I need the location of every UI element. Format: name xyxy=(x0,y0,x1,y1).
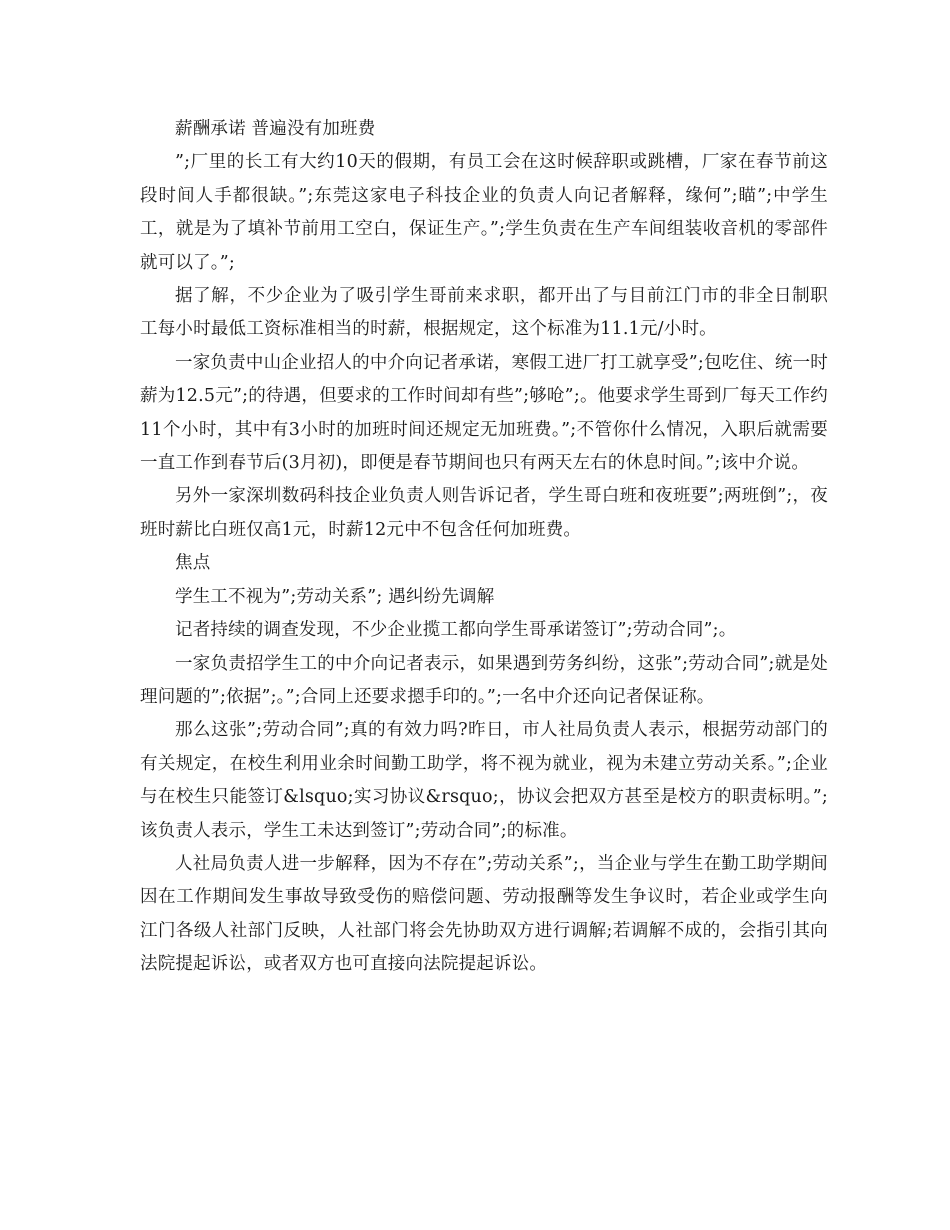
section-heading-salary: 薪酬承诺 普遍没有加班费 xyxy=(175,119,376,139)
section-label-focus: 焦点 xyxy=(175,553,211,574)
body-paragraph: 人社局负责人进一步解释，因为不存在”;劳动关系”;，当企业与学生在勤工助学期间因在工作期间发生事故导致受伤的赔偿问题、劳动报酬等发生争议时，若企业或学生向江门各级人社部门反映，人社部门将会先协助双方进行调解;若调解不成的，会指引其向法院提起诉讼，或者双方也可直接向法院提起诉讼。 xyxy=(140,853,828,975)
body-paragraph: 一家负责招学生工的中介向记者表示，如果遇到劳务纠纷，这张”;劳动合同”;就是处理问题的”;依据”;。”;合同上还要求摁手印的。”;一名中介还向记者保证称。 xyxy=(140,653,828,707)
body-paragraph: 另外一家深圳数码科技企业负责人则告诉记者，学生哥白班和夜班要”;两班倒”;，夜班时薪比白班仅高1元，时薪12元中不包含任何加班费。 xyxy=(140,486,828,540)
body-paragraph: 记者持续的调查发现，不少企业揽工都向学生哥承诺签订”;劳动合同”;。 xyxy=(175,620,737,641)
body-paragraph: 一家负责中山企业招人的中介向记者承诺，寒假工进厂打工就享受”;包吃住、统一时薪为12.5元”;的待遇，但要求的工作时间却有些”;够呛”;。他要求学生哥到厂每天工作约11个小时，其中有3小时的加班时间还规定无加班费。”;不管你什么情况，入职后就需要一直工作到春节后(3月初)，即便是春节期间也只有两天左右的休息时间。”;该中介说。 xyxy=(140,352,828,474)
body-paragraph: ”;厂里的长工有大约10天的假期，有员工会在这时候辞职或跳槽，厂家在春节前这段时间人手都很缺。”;东莞这家电子科技企业的负责人向记者解释，缘何”;瞄”;中学生工，就是为了填补节前用工空白，保证生产。”;学生负责在生产车间组装收音机的零部件就可以了。”; xyxy=(140,152,828,273)
section-heading-labor-relation: 学生工不视为”;劳动关系”; 遇纠纷先调解 xyxy=(175,586,495,607)
body-paragraph: 据了解，不少企业为了吸引学生哥前来求职，都开出了与目前江门市的非全日制职工每小时最低工资标准相当的时薪，根据规定，这个标准为11.1元/小时。 xyxy=(140,286,828,340)
body-paragraph: 那么这张”;劳动合同”;真的有效力吗?昨日，市人社局负责人表示，根据劳动部门的有关规定，在校生利用业余时间勤工助学，将不视为就业，视为未建立劳动关系。”;企业与在校生只能签订&lsquo;实习协议&rsquo;，协议会把双方甚至是校方的职责标明。”;该负责人表示，学生工未达到签订”;劳动合同”;的标准。 xyxy=(140,720,828,841)
